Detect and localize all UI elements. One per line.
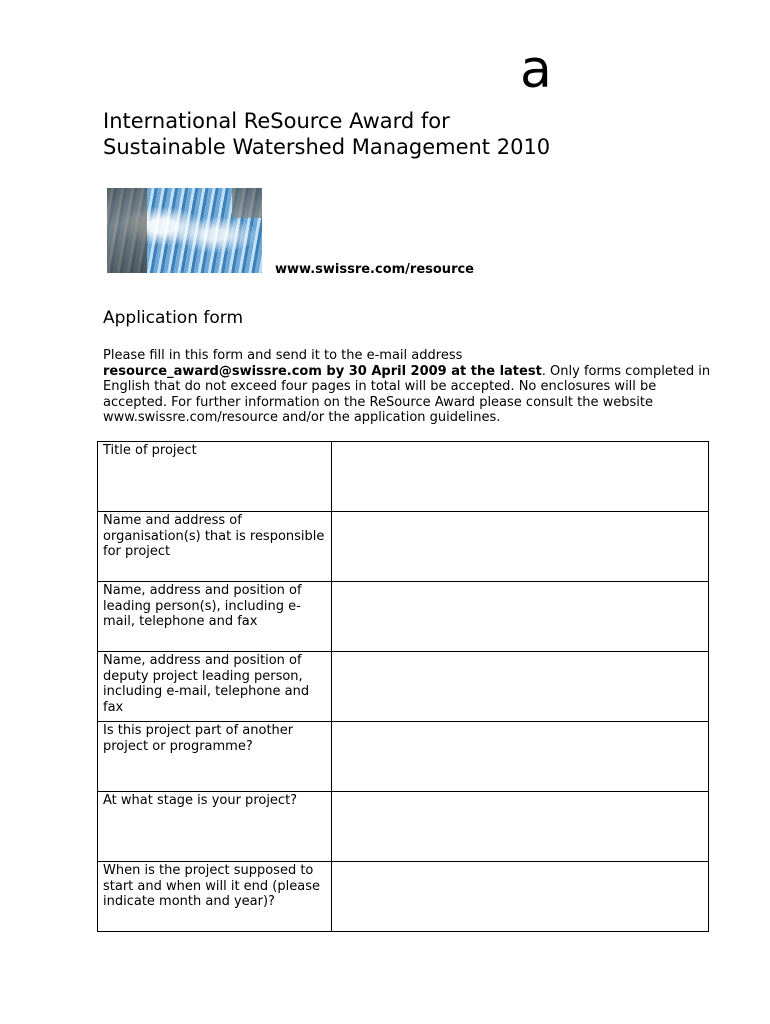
field-label: When is the project supposed to start and when will it end (please indicate month and year)? <box>98 862 332 932</box>
website-link[interactable]: www.swissre.com/resource <box>275 262 474 277</box>
page-title <box>103 108 550 160</box>
field-label: Is this project part of another project or programme? <box>98 722 332 792</box>
field-input[interactable] <box>332 442 709 512</box>
table-row <box>98 862 709 932</box>
table-row <box>98 582 709 652</box>
field-input[interactable] <box>332 792 709 862</box>
field-input[interactable] <box>332 582 709 652</box>
title-line-2: Sustainable Watershed Management 2010 <box>103 135 551 159</box>
field-label: Name, address and position of deputy project leading person, including e-mail, telephone and fax <box>98 652 332 722</box>
intro-rest: . Only forms completed in English that do not exceed four pages in total will be accepted. No enclosures will be accepted. For further information on the ReSource Award please consult the website www.swissre.com/resource and/or the application guidelines. <box>103 363 711 426</box>
title-line-1: International ReSource Award for <box>103 109 450 133</box>
intro-deadline: resource_award@swissre.com by 30 April 2009 at the latest <box>103 363 542 379</box>
field-input[interactable] <box>332 512 709 582</box>
field-input[interactable] <box>332 862 709 932</box>
waterfall-image <box>107 188 262 273</box>
intro-lead: Please fill in this form and send it to the e-mail address <box>103 348 463 363</box>
table-row <box>98 512 709 582</box>
table-row <box>98 652 709 722</box>
intro-paragraph <box>103 348 713 426</box>
table-row <box>98 792 709 862</box>
field-label: Name and address of organisation(s) that is responsible for project <box>98 512 332 582</box>
field-input[interactable] <box>332 652 709 722</box>
application-form-table <box>97 441 709 932</box>
field-label: Name, address and position of leading person(s), including e-mail, telephone and fax <box>98 582 332 652</box>
form-subtitle: Application form <box>103 308 244 328</box>
field-label: Title of project <box>98 442 332 512</box>
table-row <box>98 722 709 792</box>
field-label: At what stage is your project? <box>98 792 332 862</box>
field-input[interactable] <box>332 722 709 792</box>
logo-letter: a <box>520 40 552 100</box>
table-row <box>98 442 709 512</box>
